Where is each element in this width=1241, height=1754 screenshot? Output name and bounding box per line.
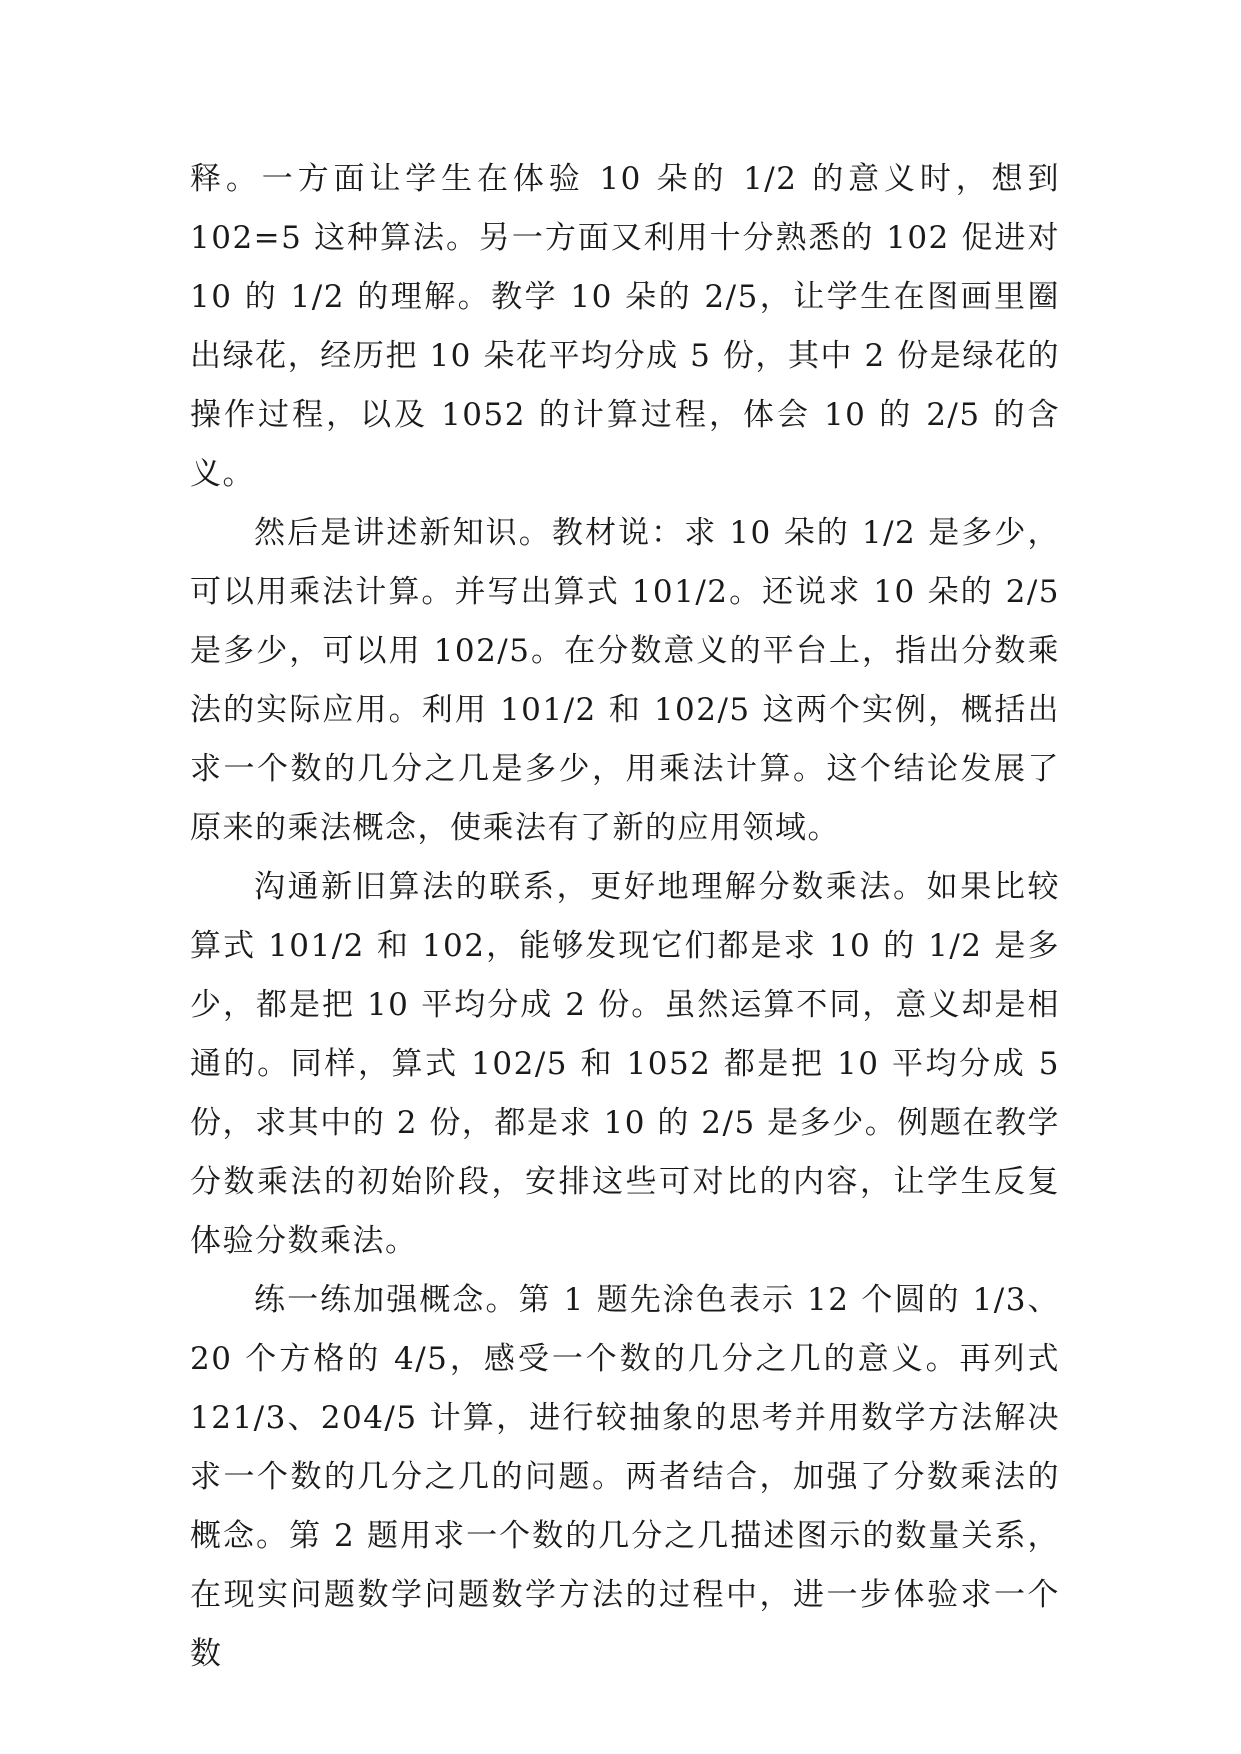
document-page <box>190 150 1060 1684</box>
paragraph-2: 然后是讲述新知识。教材说：求 10 朵的 1/2 是多少，可以用乘法计算。并写出算式 101/2。还说求 10 朵的 2/5 是多少，可以用 102/5。在分数意义的平台上，指出分数乘法的实际应用。利用 101/2 和 102/5 这两个实例，概括出求一个数的几分之几是多少，用乘法计算。这个结论发展了原来的乘法概念，使乘法有了新的应用领域。 <box>190 515 1060 846</box>
paragraph-1: 释。一方面让学生在体验 10 朵的 1/2 的意义时，想到 102=5 这种算法。另一方面又利用十分熟悉的 102 促进对 10 的 1/2 的理解。教学 10 朵的 2/5，让学生在图画里圈出绿花，经历把 10 朵花平均分成 5 份，其中 2 份是绿花的操作过程，以及 1052 的计算过程，体会 10 的 2/5 的含义。 <box>190 161 1060 492</box>
paragraph-3: 沟通新旧算法的联系，更好地理解分数乘法。如果比较算式 101/2 和 102，能够发现它们都是求 10 的 1/2 是多少，都是把 10 平均分成 2 份。虽然运算不同，意义却是相通的。同样，算式 102/5 和 1052 都是把 10 平均分成 5 份，求其中的 2 份，都是求 10 的 2/5 是多少。例题在教学分数乘法的初始阶段，安排这些可对比的内容，让学生反复体验分数乘法。 <box>190 869 1060 1259</box>
paragraph-4: 练一练加强概念。第 1 题先涂色表示 12 个圆的 1/3、20 个方格的 4/5，感受一个数的几分之几的意义。再列式 121/3、204/5 计算，进行较抽象的思考并用数学方法解决求一个数的几分之几的问题。两者结合，加强了分数乘法的概念。第 2 题用求一个数的几分之几描述图示的数量关系，在现实问题数学问题数学方法的过程中，进一步体验求一个数 <box>190 1282 1060 1672</box>
